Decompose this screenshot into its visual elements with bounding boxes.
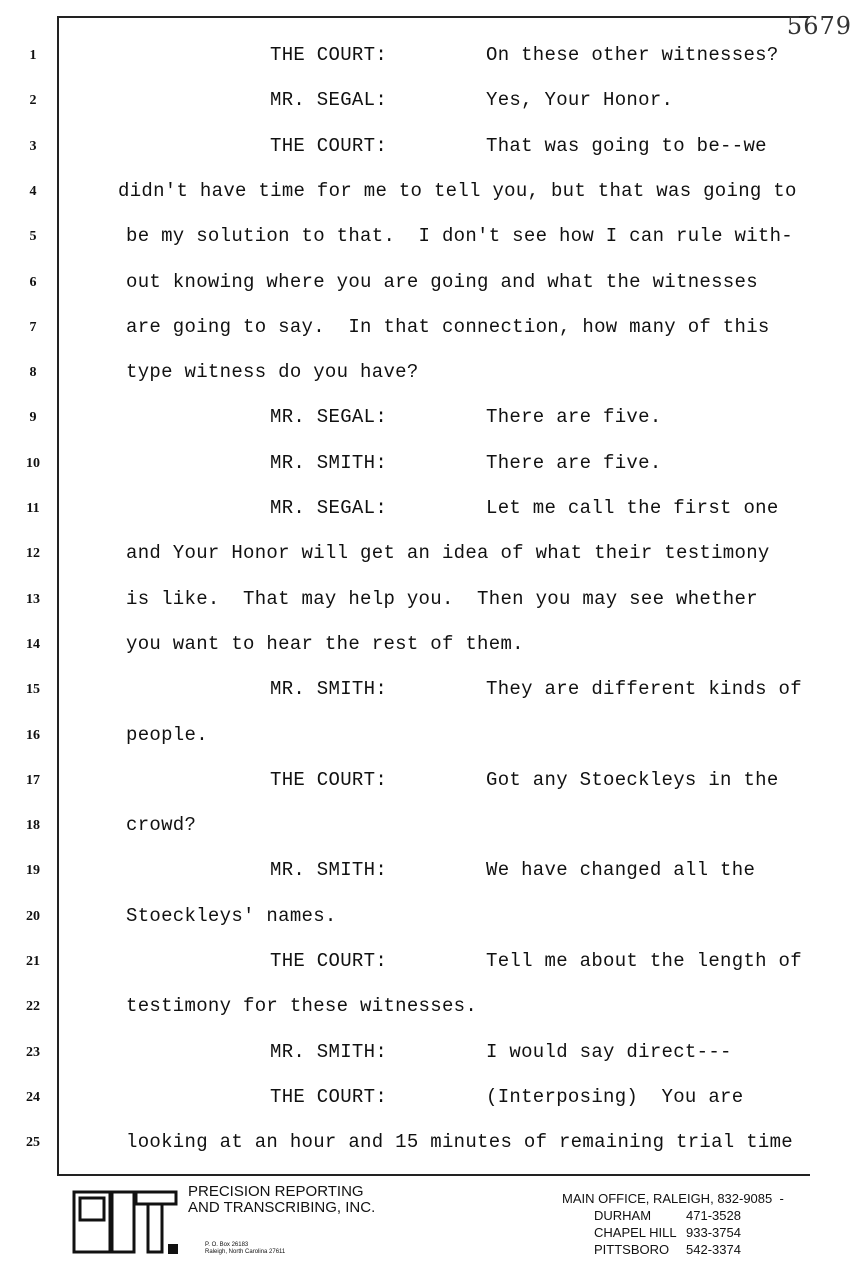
footer [0, 1180, 860, 1270]
line-text: testimony for these witnesses. [126, 995, 478, 1017]
line-text: There are five. [486, 406, 662, 428]
line-text: you want to hear the rest of them. [126, 633, 524, 655]
pt-logo-icon [72, 1188, 182, 1258]
line-number: 6 [29, 275, 37, 290]
line-text: There are five. [486, 452, 662, 474]
line-text: On these other witnesses? [486, 44, 779, 66]
office-row [562, 1224, 784, 1241]
line-text: Stoeckleys' names. [126, 905, 337, 927]
address-line-2: Raleigh, North Carolina 27611 [205, 1249, 286, 1255]
line-text: (Interposing) You are [486, 1086, 744, 1108]
line-text: They are different kinds of [486, 678, 802, 700]
line-number: 3 [29, 139, 37, 154]
office-city: MAIN OFFICE, RALEIGH, [562, 1191, 714, 1206]
line-number: 21 [26, 954, 40, 969]
line-number: 17 [26, 773, 40, 788]
line-number: 2 [29, 93, 37, 108]
line-text: crowd? [126, 814, 197, 836]
line-number: 14 [26, 637, 40, 652]
line-text: That was going to be--we [486, 135, 767, 157]
speaker-label: MR. SEGAL: [270, 406, 388, 428]
office-row [562, 1207, 784, 1224]
speaker-label: MR. SMITH: [270, 859, 388, 881]
speaker-label: MR. SMITH: [270, 1041, 388, 1063]
company-name [188, 1184, 375, 1216]
line-number: 15 [26, 682, 40, 697]
line-text: Let me call the first one [486, 497, 779, 519]
line-text: and Your Honor will get an idea of what their testimony [126, 542, 770, 564]
office-phone: 933-3754 [686, 1225, 741, 1240]
line-number: 20 [26, 909, 40, 924]
company-address [205, 1242, 285, 1256]
speaker-label: MR. SMITH: [270, 452, 388, 474]
office-phone: 542-3374 [686, 1242, 741, 1257]
line-number: 16 [26, 728, 40, 743]
line-number: 5 [29, 229, 37, 244]
line-text: people. [126, 724, 208, 746]
line-text: out knowing where you are going and what the witnesses [126, 271, 758, 293]
line-text: be my solution to that. I don't see how I can rule with- [126, 225, 794, 247]
line-number: 23 [26, 1045, 40, 1060]
line-number: 19 [26, 863, 40, 878]
line-text: Tell me about the length of [486, 950, 802, 972]
speaker-label: THE COURT: [270, 950, 388, 972]
line-number: 9 [29, 410, 37, 425]
office-row [562, 1190, 784, 1207]
line-number: 7 [29, 320, 37, 335]
line-number: 1 [29, 48, 37, 63]
speaker-label: MR. SMITH: [270, 678, 388, 700]
line-number: 4 [29, 184, 37, 199]
page-number: 5679 [786, 12, 852, 40]
line-number: 22 [26, 999, 40, 1014]
line-number: 8 [29, 365, 37, 380]
office-city: DURHAM [594, 1208, 652, 1223]
line-number: 24 [26, 1090, 40, 1105]
office-row [562, 1241, 784, 1258]
office-city: CHAPEL HILL [594, 1225, 677, 1240]
line-number: 10 [26, 456, 40, 471]
line-number: 25 [26, 1135, 40, 1150]
line-text: I would say direct--- [486, 1041, 732, 1063]
speaker-label: MR. SEGAL: [270, 497, 388, 519]
line-text: looking at an hour and 15 minutes of remaining trial time [126, 1131, 794, 1153]
speaker-label: THE COURT: [270, 135, 388, 157]
office-list [562, 1190, 784, 1258]
speaker-label: THE COURT: [270, 769, 388, 791]
line-text: Yes, Your Honor. [486, 89, 674, 111]
line-text: We have changed all the [486, 859, 756, 881]
line-number: 11 [26, 501, 40, 516]
line-text: Got any Stoeckleys in the [486, 769, 779, 791]
address-line-1: P. O. Box 26183 [205, 1242, 249, 1248]
speaker-label: THE COURT: [270, 1086, 388, 1108]
line-number: 13 [26, 592, 40, 607]
speaker-label: THE COURT: [270, 44, 388, 66]
company-line-2: AND TRANSCRIBING, INC. [188, 1199, 376, 1216]
line-text: type witness do you have? [126, 361, 419, 383]
office-city: PITTSBORO [594, 1242, 670, 1257]
office-phone: 471-3528 [686, 1208, 741, 1223]
office-phone: 832-9085 - [717, 1191, 784, 1206]
line-text: is like. That may help you. Then you may see whether [126, 588, 758, 610]
line-text: didn't have time for me to tell you, but that was going to [118, 180, 797, 202]
line-number: 18 [26, 818, 40, 833]
line-text: are going to say. In that connection, how many of this [126, 316, 770, 338]
speaker-label: MR. SEGAL: [270, 89, 388, 111]
company-line-1: PRECISION REPORTING [188, 1183, 364, 1200]
line-number: 12 [26, 546, 40, 561]
